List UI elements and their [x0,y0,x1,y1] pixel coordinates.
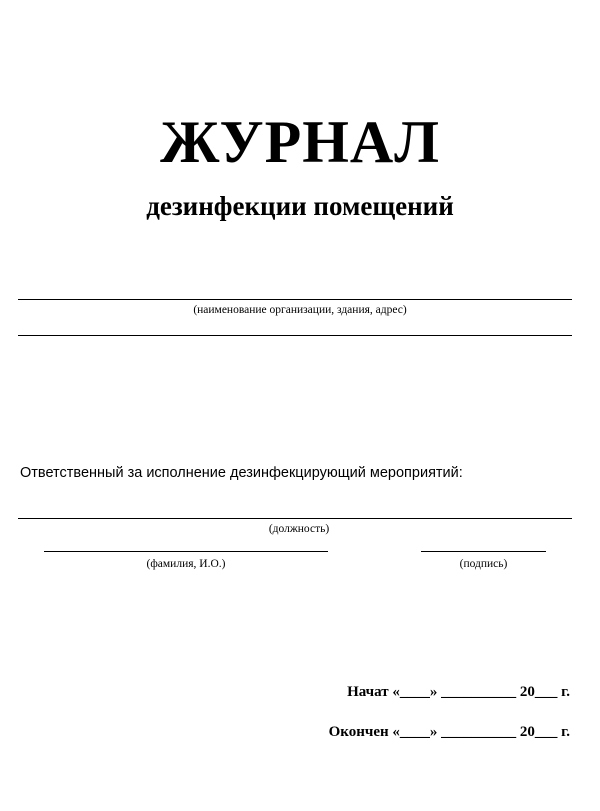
signature-caption: (подпись) [459,558,508,570]
name-caption: (фамилия, И.О.) [146,558,226,570]
started-date: Начат «____» __________ 20___ г. [347,684,570,700]
journal-subtitle: дезинфекции помещений [146,191,454,221]
organization-line-2 [18,335,572,336]
organization-line [18,299,572,300]
position-caption: (должность) [268,523,330,535]
signature-line [421,551,546,552]
responsible-label: Ответственный за исполнение дезинфекцирующий мероприятий: [20,465,463,481]
name-line [44,551,328,552]
position-line [18,518,572,519]
journal-title: ЖУРНАЛ [160,109,440,175]
organization-caption: (наименование организации, здания, адрес) [193,304,407,316]
finished-date: Окончен «____» __________ 20___ г. [328,724,570,740]
